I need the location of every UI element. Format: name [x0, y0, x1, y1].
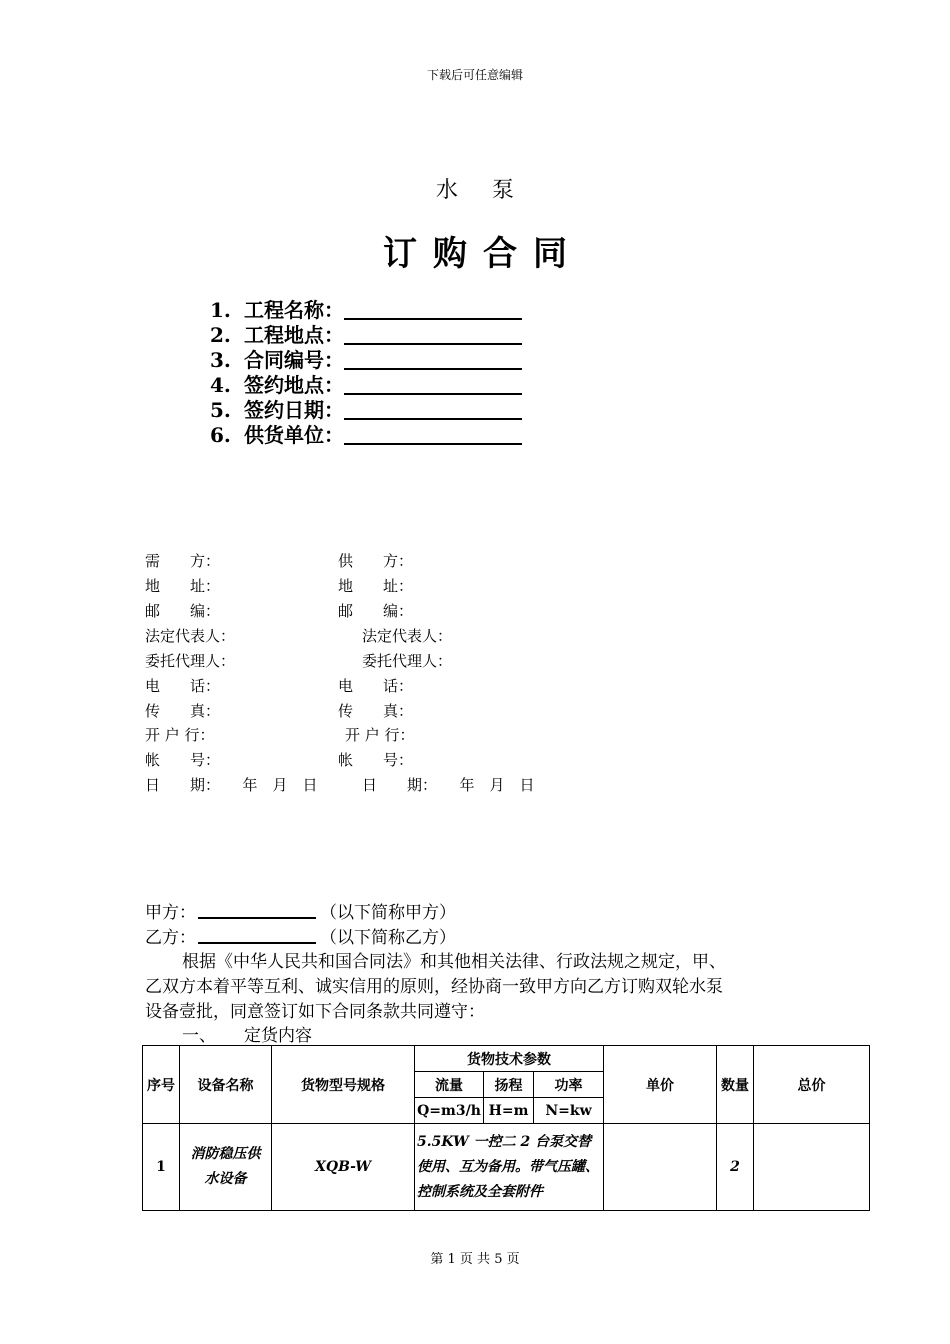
header-power: 功率: [534, 1072, 604, 1098]
buyer-field: 地 址：: [145, 577, 221, 595]
header-head: 扬程: [484, 1072, 534, 1098]
party-a-label: 甲方：: [145, 903, 196, 923]
fill-blank[interactable]: [344, 299, 522, 320]
page-footer: 第 1 页 共 5 页: [430, 1252, 520, 1267]
header-head-unit: H=m: [484, 1098, 534, 1124]
paragraph-line: 乙双方本着平等互利、诚实信用的原则，经协商一致甲方向乙方订购双轮水泵: [145, 977, 723, 997]
info-item: [210, 323, 522, 348]
supplier-field: 地 址：: [338, 577, 414, 595]
header-seq: 序号: [143, 1046, 180, 1124]
info-item: [210, 298, 522, 323]
cell-name: 消防稳压供水设备: [180, 1124, 272, 1211]
header-name: 设备名称: [180, 1046, 272, 1124]
order-table: [142, 1045, 870, 1211]
info-num: 6.: [210, 423, 231, 447]
section-num: 一、: [182, 1026, 216, 1046]
party-b-suffix: （以下简称乙方）: [320, 928, 456, 948]
header-model: 货物型号规格: [272, 1046, 415, 1124]
info-label: 工程地点：: [244, 323, 344, 347]
party-a-line: [145, 898, 456, 923]
info-label: 供货单位：: [244, 423, 344, 447]
title-line1: 水泵: [435, 178, 548, 203]
header-tech: 货物技术参数: [415, 1046, 604, 1072]
info-label: 合同编号：: [244, 348, 344, 372]
info-item: [210, 423, 522, 448]
cell-seq: 1: [143, 1124, 180, 1211]
header-unit-price: 单价: [604, 1046, 717, 1124]
info-num: 5.: [210, 398, 231, 422]
fill-blank[interactable]: [344, 424, 522, 445]
info-item: [210, 348, 522, 373]
buyer-field: 邮 编：: [145, 602, 221, 620]
cell-qty: 2: [717, 1124, 754, 1211]
party-b-label: 乙方：: [145, 928, 196, 948]
buyer-field: 传 真：: [145, 702, 221, 720]
fill-blank[interactable]: [344, 374, 522, 395]
fill-blank[interactable]: [344, 349, 522, 370]
buyer-field: 电 话：: [145, 677, 221, 695]
supplier-field: 日 期： 年 月 日: [362, 776, 535, 794]
section-heading: [182, 1021, 312, 1046]
paragraph-line: 设备壹批，同意签订如下合同条款共同遵守：: [145, 1002, 485, 1022]
info-label: 签约日期：: [244, 398, 344, 422]
buyer-field: 日 期： 年 月 日: [145, 776, 318, 794]
table-row: [143, 1124, 870, 1211]
info-num: 2.: [210, 323, 231, 347]
cell-model: XQB-W: [272, 1124, 415, 1211]
fill-blank[interactable]: [344, 399, 522, 420]
header-flow: 流量: [415, 1072, 484, 1098]
supplier-field: 委托代理人：: [362, 652, 453, 670]
section-title: 定货内容: [244, 1026, 312, 1046]
supplier-field: 传 真：: [338, 702, 414, 720]
paragraph-line: 根据《中华人民共和国合同法》和其他相关法律、行政法规之规定，甲、: [182, 952, 726, 972]
cell-desc: 5.5KW 一控二 2 台泵交替使用、互为备用。带气压罐、控制系统及全套附件: [415, 1124, 604, 1211]
info-label: 工程名称：: [244, 298, 344, 322]
fill-blank[interactable]: [344, 324, 522, 345]
supplier-field: 电 话：: [338, 677, 414, 695]
buyer-field: 帐 号：: [145, 751, 221, 769]
project-info-list: [210, 298, 522, 448]
info-num: 1.: [210, 298, 231, 322]
party-b-blank[interactable]: [198, 926, 316, 944]
party-a-blank[interactable]: [198, 901, 316, 919]
header-total: 总价: [754, 1046, 870, 1124]
buyer-field: 需 方：: [145, 552, 221, 570]
header-power-unit: N=kw: [534, 1098, 604, 1124]
supplier-field: 法定代表人：: [362, 627, 453, 645]
header-flow-unit: Q=m3/h: [415, 1098, 484, 1124]
party-b-line: [145, 923, 456, 948]
info-item: [210, 398, 522, 423]
title-line2: 订购合同: [383, 234, 583, 274]
party-a-suffix: （以下简称甲方）: [320, 903, 456, 923]
supplier-field: 供 方：: [338, 552, 414, 570]
header-qty: 数量: [717, 1046, 754, 1124]
buyer-field: 委托代理人：: [145, 652, 236, 670]
supplier-field: 开 户 行：: [345, 726, 415, 744]
info-num: 3.: [210, 348, 231, 372]
supplier-field: 邮 编：: [338, 602, 414, 620]
supplier-field: 帐 号：: [338, 751, 414, 769]
info-num: 4.: [210, 373, 231, 397]
buyer-field: 法定代表人：: [145, 627, 236, 645]
info-label: 签约地点：: [244, 373, 344, 397]
cell-total[interactable]: [754, 1124, 870, 1211]
cell-unit-price[interactable]: [604, 1124, 717, 1211]
buyer-field: 开 户 行：: [145, 726, 215, 744]
info-item: [210, 373, 522, 398]
header-note: 下载后可任意编辑: [426, 68, 523, 82]
